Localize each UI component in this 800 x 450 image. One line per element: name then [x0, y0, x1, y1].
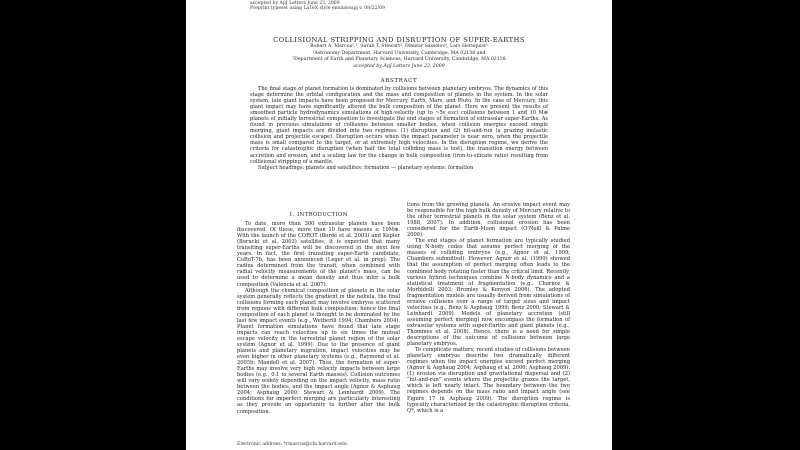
- subject-headings: Subject headings: planets and satellites: formation — planetary systems: formation: [258, 164, 474, 171]
- abstract: [250, 86, 548, 171]
- header-line-preprint: Preprint typeset using LaTeX style emulateapj v. 08/22/09: [250, 6, 385, 11]
- paragraph: To complicate matters, recent studies of collisions between planetary embryos describe two dramatically different regimes when the impact energies exceed perfect merging (Agnor & Asphaug 2004; Asphaug et al. 2006; Asphaug 2009): (1) erosion via disruption and gravitational dispersal and (2) “hit-and-run” events where the projectile grazes the target, which is left nearly intact. The boundary between the two regimes depends on the mass ratio and impact angle (see Figure 17 in Asphaug 2009). The disruption regime is typically characterized by the catastrophic disruption criteria, Q*, which is a: [407, 347, 570, 414]
- paragraph: To date, more than 300 extrasolar planets have been discovered. Of these, more than 10 have masses ≤ 10M⊕. With the launch of the COROT (Bordé et al. 2003) and Kepler (Borucki et al. 2003) satellites, it is expected that many transiting super-Earths will be discovered in the next few years. In fact, the first transiting super-Earth candidate, CoRoT-7b, has been announced (Leger et al. in prep). The radius determined from the transit, when combined with radial velocity measurements of the planet's mass, can be used to determine a mean density and thus infer a bulk composition (Valencia et al. 2007).: [237, 221, 400, 288]
- affiliation-1: ¹Astronomy Department, Harvard University, Cambridge, MA 02138 and: [312, 51, 486, 56]
- affiliation-2: ²Department of Earth and Planetary Sciences, Harvard University, Cambridge, MA 02138: [292, 57, 506, 62]
- paragraph: Although the chemical composition of planets in the solar system generally reflects the gradient in the nebula, the final collisions forming each planet may involve embryos scattered from regions with different bulk composition; hence the final composition of each planet is thought to be dominated by the last few impact events (e.g., Wetherill 1994; Chambers 2004). Planet formation simulations have found that late stage impacts can reach velocities up to six times the mutual escape velocity in the terrestrial planet region of the solar system (Agnor et al. 1999). Due to the presence of giant planets and planetary migration, impact velocities may be even higher in other planetary systems (e.g., Raymond et al. 2005b; Mandell et al. 2007). Thus, the formation of super-Earths may involve very high velocity impacts between large bodies (e.g., 0.1 to several Earth masses). Collision outcomes will vary widely depending on the impact velocity, mass ratio between the bodies, and the impact angle (Agnor & Asphaug 2004; Asphaug 2009; Stewart & Leinhardt 2009). The conditions for imperfect merging are particularly interesting as they provide an opportunity to further alter the bulk composition.: [237, 287, 400, 415]
- paper-page: [186, 0, 612, 450]
- header-line-accepted: accepted by ApJ Letters June 23, 2009: [250, 1, 340, 6]
- paragraph: tions from the growing planets. An erosive impact event may be responsible for the high bulk density of Mercury relative to the other terrestrial planets in the solar system (Benz et al. 1988, 2007). In addition, collisional erosion has been considered for the Earth-Moon impact (O'Neill & Palme 2008).: [407, 202, 570, 239]
- column-right: [407, 202, 570, 414]
- abstract-text: The final stage of planet formation is dominated by collisions between planetary embryos. The dynamics of this stage determine the orbital configuration and the mass and composition of planets in the system. In the solar system, late giant impacts have been proposed for Mercury, Earth, Mars, and Pluto. In the case of Mercury, this giant impact may have significantly altered the bulk composition of the planet. Here we present the results of smoothed particle hydrodynamics simulations of high-velocity (up to ~5v_esc) collisions between 1 and 10 M⊕ planets of initially terrestrial composition to investigate the end stages of formation of extrasolar super-Earths. As found in previous simulations of collisions between smaller bodies, when collision energies exceed simple merging, giant impacts are divided into two regimes: (1) disruption and (2) hit-and-run (a grazing inelastic collision and projectile escape). Disruption occurs when the impact parameter is near zero, when the projectile mass is small compared to the target, or at extremely high velocities. In the disruption regime, we derive the criteria for catastrophic disruption (when half the total colliding mass is lost), the transition energy between accretion and erosion, and a scaling law for the change in bulk composition (iron-to-silicate ratio) resulting from collisional stripping of a mantle.: [250, 86, 548, 165]
- author-list: Robert A. Marcus¹,³, Sarah T. Stewart², Dimitar Sasselov¹, Lars Hernquist¹: [310, 44, 488, 49]
- footnote-email: Electronic address: *rmarcus@cfa.harvard.edu: [237, 442, 347, 447]
- paper-title: COLLISIONAL STRIPPING AND DISRUPTION OF SUPER-EARTHS: [273, 36, 525, 44]
- paragraph: The end stages of planet formation are typically studied using N-body codes that assume perfect merging of the masses of colliding embryos (e.g., Agnor et al. 1999; Chambers submitted). However, Agnor et al. (1999) showed that the assumption of perfect merging often leads to the combined body rotating faster than the critical limit. Recently, various hybrid techniques combine N-body dynamics and a statistical treatment of fragmentation (e.g., Charnoz & Morbidelli 2003; Bromley & Kenyon 2006). The adopted fragmentation models are usually derived from simulations of erosive collisions over a range of target sizes and impact velocities (e.g., Benz & Asphaug 1999; Benz 2000; Stewart & Leinhardt 2009). Models of planetary accretion (still assuming perfect merging) now encompass the formation of extrasolar systems with super-Earths and giant planets (e.g., Thommes et al. 2008). Hence, there is a need for simple descriptions of the outcome of collisions between large planetary embryos.: [407, 238, 570, 348]
- abstract-heading: ABSTRACT: [380, 78, 418, 84]
- column-left: [237, 212, 400, 415]
- introduction-heading: 1. INTRODUCTION: [289, 212, 348, 218]
- accepted-note: accepted by ApJ Letters June 23, 2009: [353, 64, 445, 69]
